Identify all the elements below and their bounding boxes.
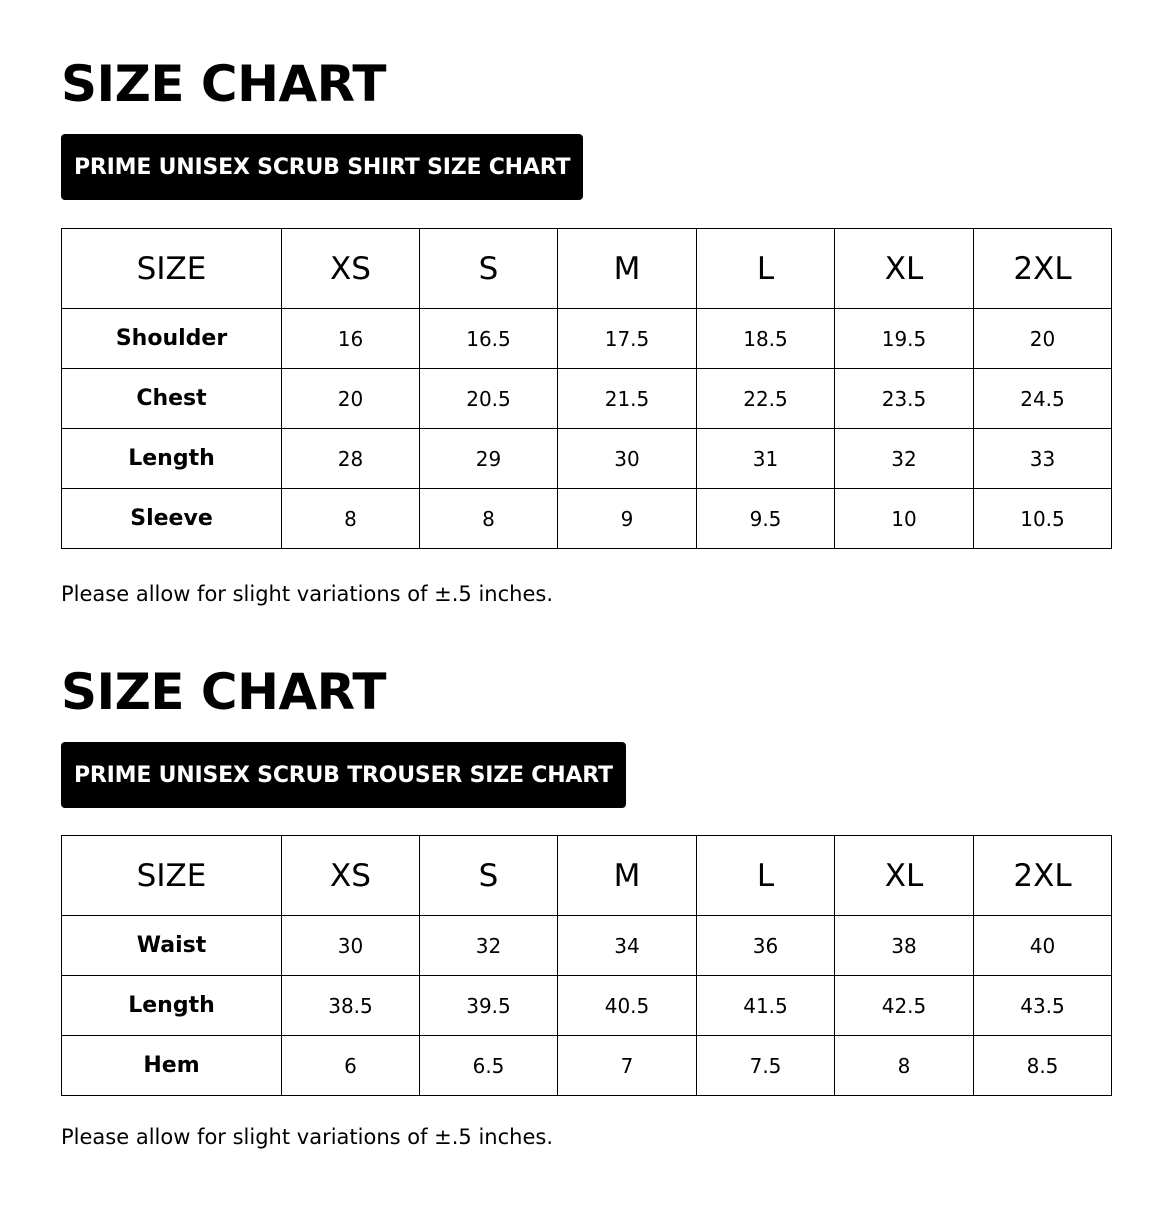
- table-cell: 28: [282, 429, 420, 489]
- table-cell: 31: [697, 429, 835, 489]
- header-cell-s: S: [420, 836, 558, 916]
- shirt-section-title: SIZE CHART: [61, 55, 387, 113]
- table-row: [62, 429, 1112, 489]
- row-label: Waist: [62, 916, 282, 976]
- header-cell-xl: XL: [835, 229, 974, 309]
- table-cell: 7: [558, 1036, 697, 1096]
- trouser-section-title: SIZE CHART: [61, 663, 387, 721]
- trouser-size-table: [61, 835, 1112, 1096]
- table-cell: 8: [420, 489, 558, 549]
- header-cell-xl: XL: [835, 836, 974, 916]
- table-cell: 19.5: [835, 309, 974, 369]
- table-row: [62, 1036, 1112, 1096]
- table-header-row: [62, 836, 1112, 916]
- table-cell: 10: [835, 489, 974, 549]
- header-cell-m: M: [558, 836, 697, 916]
- table-cell: 23.5: [835, 369, 974, 429]
- trouser-variation-note: Please allow for slight variations of ±.5 inches.: [61, 1125, 554, 1149]
- header-cell-size: SIZE: [62, 229, 282, 309]
- table-row: [62, 976, 1112, 1036]
- table-cell: 38: [835, 916, 974, 976]
- table-cell: 16: [282, 309, 420, 369]
- table-cell: 9.5: [697, 489, 835, 549]
- table-cell: 42.5: [835, 976, 974, 1036]
- header-cell-s: S: [420, 229, 558, 309]
- shirt-subtitle-badge: PRIME UNISEX SCRUB SHIRT SIZE CHART: [61, 134, 583, 200]
- header-cell-l: L: [697, 836, 835, 916]
- table-cell: 8.5: [974, 1036, 1112, 1096]
- header-cell-m: M: [558, 229, 697, 309]
- table-cell: 32: [835, 429, 974, 489]
- table-cell: 8: [835, 1036, 974, 1096]
- table-cell: 8: [282, 489, 420, 549]
- header-cell-2xl: 2XL: [974, 836, 1112, 916]
- table-cell: 6.5: [420, 1036, 558, 1096]
- table-cell: 43.5: [974, 976, 1112, 1036]
- header-cell-xs: XS: [282, 229, 420, 309]
- table-cell: 34: [558, 916, 697, 976]
- table-cell: 20: [282, 369, 420, 429]
- header-cell-2xl: 2XL: [974, 229, 1112, 309]
- table-cell: 29: [420, 429, 558, 489]
- table-cell: 32: [420, 916, 558, 976]
- table-cell: 18.5: [697, 309, 835, 369]
- header-cell-l: L: [697, 229, 835, 309]
- table-cell: 33: [974, 429, 1112, 489]
- table-cell: 22.5: [697, 369, 835, 429]
- table-cell: 9: [558, 489, 697, 549]
- table-cell: 20.5: [420, 369, 558, 429]
- shirt-size-table: [61, 228, 1112, 549]
- row-label: Length: [62, 429, 282, 489]
- trouser-subtitle-badge: PRIME UNISEX SCRUB TROUSER SIZE CHART: [61, 742, 626, 808]
- header-cell-xs: XS: [282, 836, 420, 916]
- table-cell: 30: [282, 916, 420, 976]
- table-cell: 16.5: [420, 309, 558, 369]
- table-cell: 40.5: [558, 976, 697, 1036]
- table-cell: 20: [974, 309, 1112, 369]
- row-label: Length: [62, 976, 282, 1036]
- table-row: [62, 369, 1112, 429]
- table-cell: 24.5: [974, 369, 1112, 429]
- table-row: [62, 309, 1112, 369]
- table-cell: 39.5: [420, 976, 558, 1036]
- header-cell-size: SIZE: [62, 836, 282, 916]
- shirt-variation-note: Please allow for slight variations of ±.5 inches.: [61, 582, 554, 606]
- row-label: Chest: [62, 369, 282, 429]
- table-cell: 7.5: [697, 1036, 835, 1096]
- table-cell: 17.5: [558, 309, 697, 369]
- row-label: Shoulder: [62, 309, 282, 369]
- table-cell: 36: [697, 916, 835, 976]
- table-cell: 21.5: [558, 369, 697, 429]
- row-label: Sleeve: [62, 489, 282, 549]
- table-cell: 6: [282, 1036, 420, 1096]
- table-cell: 41.5: [697, 976, 835, 1036]
- table-header-row: [62, 229, 1112, 309]
- table-cell: 10.5: [974, 489, 1112, 549]
- row-label: Hem: [62, 1036, 282, 1096]
- table-row: [62, 916, 1112, 976]
- table-cell: 30: [558, 429, 697, 489]
- table-cell: 38.5: [282, 976, 420, 1036]
- table-row: [62, 489, 1112, 549]
- table-cell: 40: [974, 916, 1112, 976]
